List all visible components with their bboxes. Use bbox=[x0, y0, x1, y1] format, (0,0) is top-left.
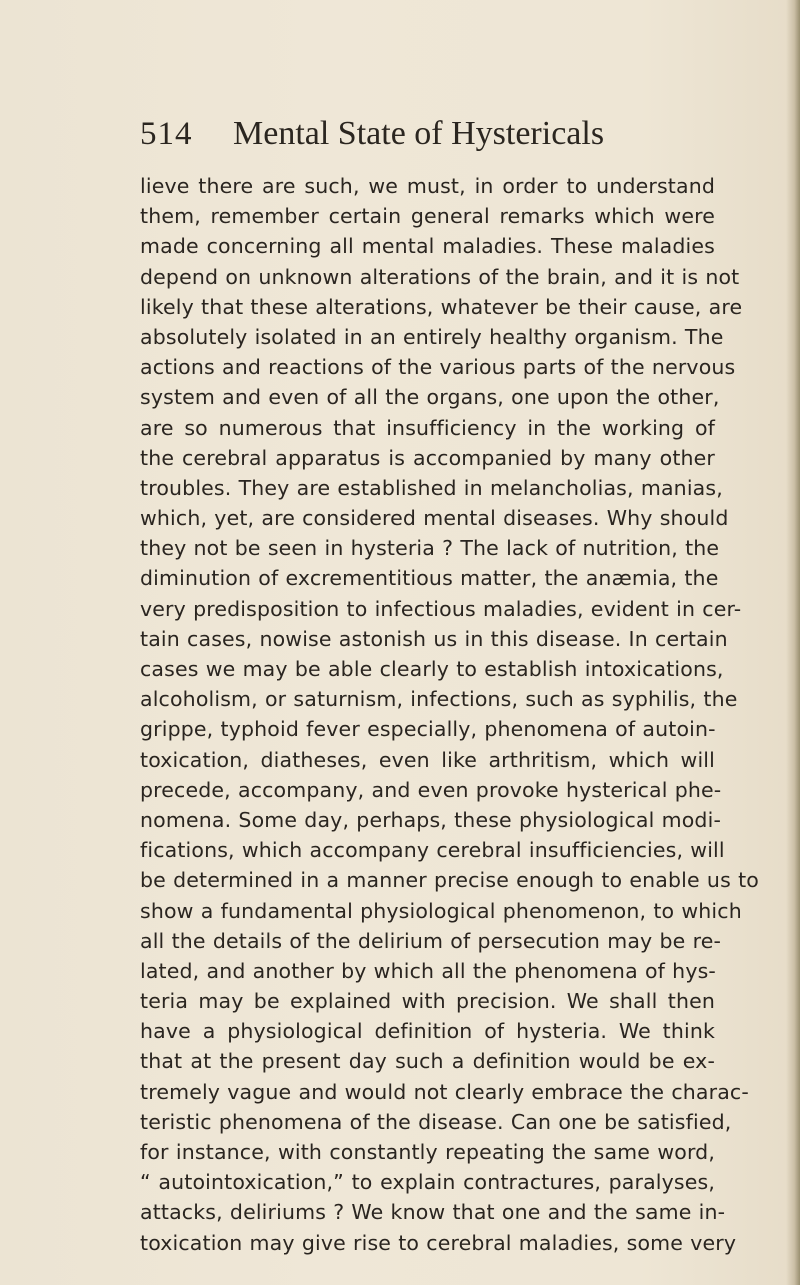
text-line: lated, and another by which all the phenomena of hys- bbox=[140, 958, 716, 983]
text-line: diminution of excrementitious matter, the anæmia, the bbox=[140, 566, 719, 591]
text-line: alcoholism, or saturnism, infections, such as syphilis, the bbox=[140, 687, 738, 712]
text-line: have a physiological definition of hysteria. We think bbox=[140, 1019, 715, 1044]
text-line: all the details of the delirium of persecution may be re- bbox=[140, 928, 722, 953]
text-line: them, remember certain general remarks which were bbox=[140, 204, 715, 229]
text-line: absolutely isolated in an entirely healthy organism. The bbox=[140, 324, 724, 349]
text-line: nomena. Some day, perhaps, these physiological modi- bbox=[140, 807, 721, 832]
text-line: fications, which accompany cerebral insufficiencies, will bbox=[140, 838, 725, 863]
page-header bbox=[0, 112, 800, 156]
text-line: attacks, deliriums ? We know that one and the same in- bbox=[140, 1200, 726, 1225]
text-line: teristic phenomena of the disease. Can one be satisfied, bbox=[140, 1109, 732, 1134]
text-line: they not be seen in hysteria ? The lack of nutrition, the bbox=[140, 536, 720, 561]
text-line: tremely vague and would not clearly embrace the charac- bbox=[140, 1079, 749, 1104]
text-line: system and even of all the organs, one upon the other, bbox=[140, 385, 720, 410]
text-line: teria may be explained with precision. We shall then bbox=[140, 989, 715, 1014]
text-line: lieve there are such, we must, in order to understand bbox=[140, 174, 715, 198]
text-line: the cerebral apparatus is accompanied by many other bbox=[140, 445, 715, 470]
running-title: Mental State of Hystericals bbox=[233, 115, 605, 152]
text-line: show a fundamental physiological phenomenon, to which bbox=[140, 898, 742, 923]
text-line: grippe, typhoid fever especially, phenomena of autoin- bbox=[140, 717, 716, 742]
text-line: “ autointoxication,” to explain contractures, paralyses, bbox=[140, 1170, 715, 1195]
text-line: toxication, diatheses, even like arthritism, which will bbox=[140, 747, 715, 772]
text-line: troubles. They are established in melancholias, manias, bbox=[140, 475, 723, 500]
text-line: for instance, with constantly repeating the same word, bbox=[140, 1140, 715, 1164]
text-line: precede, accompany, and even provoke hysterical phe- bbox=[140, 777, 722, 802]
page-number: 514 bbox=[140, 116, 193, 152]
text-line: which, yet, are considered mental diseases. Why should bbox=[140, 506, 729, 531]
text-line: depend on unknown alterations of the brain, and it is not bbox=[140, 264, 740, 289]
text-line: made concerning all mental maladies. These maladies bbox=[140, 234, 715, 259]
text-line: toxication may give rise to cerebral maladies, some very bbox=[140, 1230, 737, 1255]
text-line: be determined in a manner precise enough to enable us to bbox=[140, 868, 759, 893]
text-line: that at the present day such a definition would be ex- bbox=[140, 1049, 715, 1074]
page-edge-shadow bbox=[786, 0, 800, 1285]
text-line: likely that these alterations, whatever be their cause, are bbox=[140, 294, 743, 319]
text-line: very predisposition to infectious maladies, evident in cer- bbox=[140, 596, 742, 621]
text-line: tain cases, nowise astonish us in this disease. In certain bbox=[140, 626, 728, 651]
text-line: actions and reactions of the various parts of the nervous bbox=[140, 355, 736, 380]
body-paragraph bbox=[140, 171, 759, 1258]
text-line: cases we may be able clearly to establish intoxications, bbox=[140, 657, 724, 681]
text-line: are so numerous that insufficiency in the working of bbox=[140, 415, 715, 440]
